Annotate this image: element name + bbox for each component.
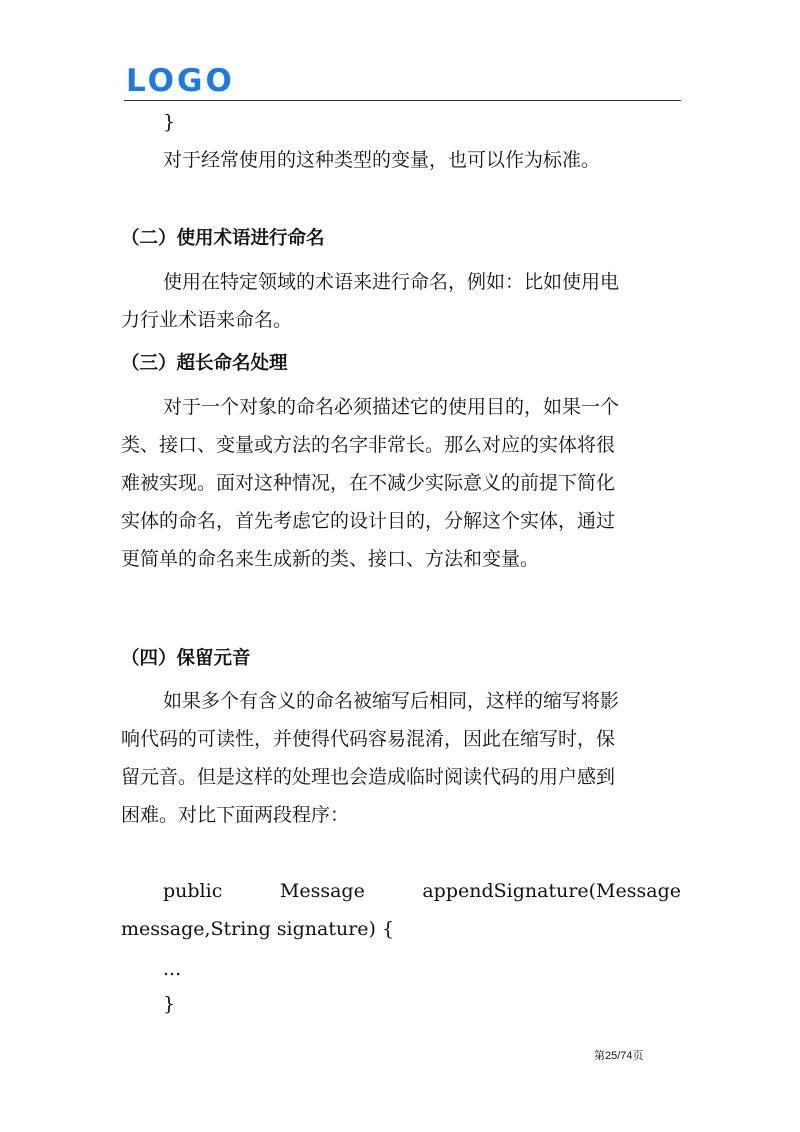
code-line: [163, 872, 681, 910]
paragraph-line: 难被实现。面对这种情况，在不减少实际意义的前提下简化: [121, 472, 616, 494]
section-heading-2: （二）使用术语进行命名: [121, 228, 325, 249]
code-token: appendSignature(Message: [422, 880, 681, 902]
paragraph-line: 困难。对比下面两段程序：: [121, 804, 350, 826]
code-token: Message: [279, 880, 365, 902]
paragraph-line: 如果多个有含义的命名被缩写后相同，这样的缩写将影: [163, 690, 620, 712]
paragraph-line: 更简单的命名来生成新的类、接口、方法和变量。: [121, 548, 540, 570]
code-closing-brace: }: [163, 993, 176, 1015]
code-ellipsis: ...: [163, 958, 182, 980]
paragraph-line: 实体的命名，首先考虑它的设计目的，分解这个实体，通过: [121, 510, 616, 532]
code-line: message,String signature) {: [121, 918, 395, 940]
section-heading-4: （四）保留元音: [121, 648, 251, 669]
section-heading-3: （三）超长命名处理: [121, 353, 288, 374]
logo: [124, 62, 236, 96]
paragraph-line: 留元音。但是这样的处理也会造成临时阅读代码的用户感到: [121, 766, 616, 788]
page-header: [124, 62, 681, 101]
code-token: public: [163, 880, 223, 902]
paragraph-line: 类、接口、变量或方法的名字非常长。那么对应的实体将很: [121, 434, 616, 456]
code-closing-brace: }: [163, 111, 176, 133]
paragraph-line: 响代码的可读性，并使得代码容易混淆，因此在缩写时，保: [121, 728, 616, 750]
page-number: 第25/74页: [594, 1050, 644, 1062]
paragraph-intro: 对于经常使用的这种类型的变量，也可以作为标准。: [163, 149, 601, 171]
paragraph-line: 对于一个对象的命名必须描述它的使用目的，如果一个: [163, 396, 620, 418]
paragraph-line: 力行业术语来命名。: [121, 309, 293, 331]
logo-text: LOGO: [126, 63, 235, 96]
paragraph-line: 使用在特定领域的术语来进行命名，例如：比如使用电: [163, 271, 620, 293]
